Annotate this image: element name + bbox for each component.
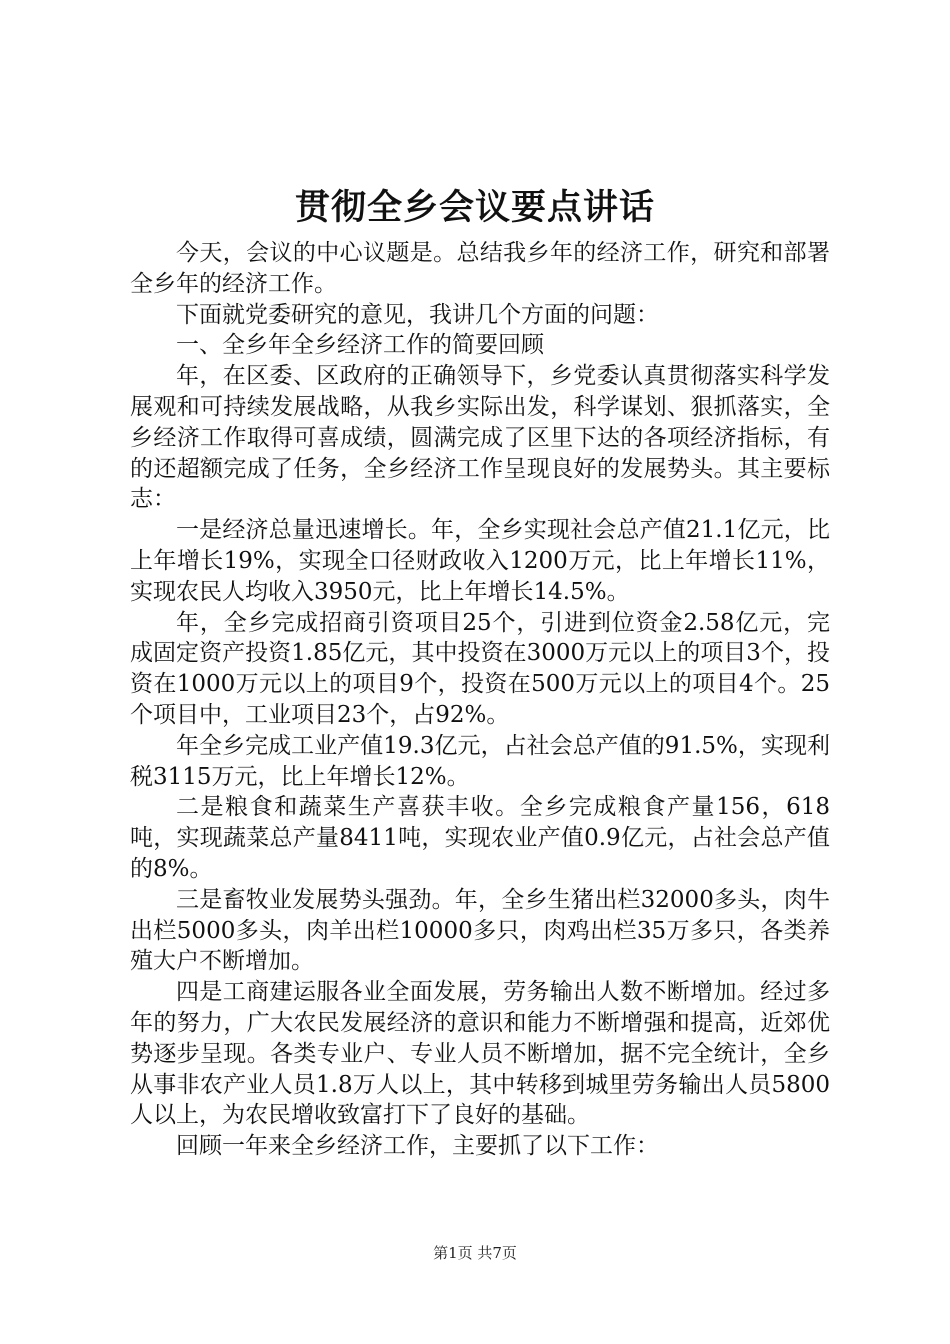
paragraph: 回顾一年来全乡经济工作，主要抓了以下工作： <box>176 1133 659 1160</box>
paragraph: 年全乡完成工业产值19.3亿元，占社会总产值的91.5%，实现利税3115万元，比上年增长12%。 <box>130 732 830 790</box>
paragraph: 三是畜牧业发展势头强劲。年，全乡生猪出栏32000多头，肉牛出栏5000多头，肉羊出栏10000多只，肉鸡出栏35万多只，各类养殖大户不断增加。 <box>130 886 830 975</box>
section-heading: 一、全乡年全乡经济工作的简要回顾 <box>176 332 544 359</box>
page-number: 第1页 共7页 <box>433 1244 517 1262</box>
paragraph: 年，在区委、区政府的正确领导下，乡党委认真贯彻落实科学发展观和可持续发展战略，从我乡实际出发，科学谋划、狠抓落实，全乡经济工作取得可喜成绩，圆满完成了区里下达的各项经济指标，有的还超额完成了任务，全乡经济工作呈现良好的发展势头。其主要标志： <box>130 363 830 513</box>
paragraph: 年，全乡完成招商引资项目25个，引进到位资金2.58亿元，完成固定资产投资1.85亿元，其中投资在3000万元以上的项目3个，投资在1000万元以上的项目9个，投资在500万元以上的项目4个。25个项目中，工业项目23个，占92%。 <box>130 609 830 728</box>
paragraph: 二是粮食和蔬菜生产喜获丰收。全乡完成粮食产量156，618吨，实现蔬菜总产量8411吨，实现农业产值0.9亿元，占社会总产值的8%。 <box>130 794 830 882</box>
paragraph: 今天，会议的中心议题是。总结我乡年的经济工作，研究和部署全乡年的经济工作。 <box>130 240 830 297</box>
paragraph: 四是工商建运服各业全面发展，劳务输出人数不断增加。经过多年的努力，广大农民发展经济的意识和能力不断增强和提高，近郊优势逐步呈现。各类专业户、专业人员不断增加，据不完全统计，全乡从事非农产业人员1.8万人以上，其中转移到城里劳务输出人员5800人以上，为农民增收致富打下了良好的基础。 <box>130 979 830 1129</box>
paragraph: 一是经济总量迅速增长。年，全乡实现社会总产值21.1亿元，比上年增长19%，实现全口径财政收入1200万元，比上年增长11%，实现农民人均收入3950元，比上年增长14.5%。 <box>130 517 830 605</box>
document-title: 贯彻全乡会议要点讲话 <box>294 187 655 228</box>
document-body <box>130 238 830 1162</box>
paragraph: 下面就党委研究的意见，我讲几个方面的问题： <box>176 301 659 328</box>
